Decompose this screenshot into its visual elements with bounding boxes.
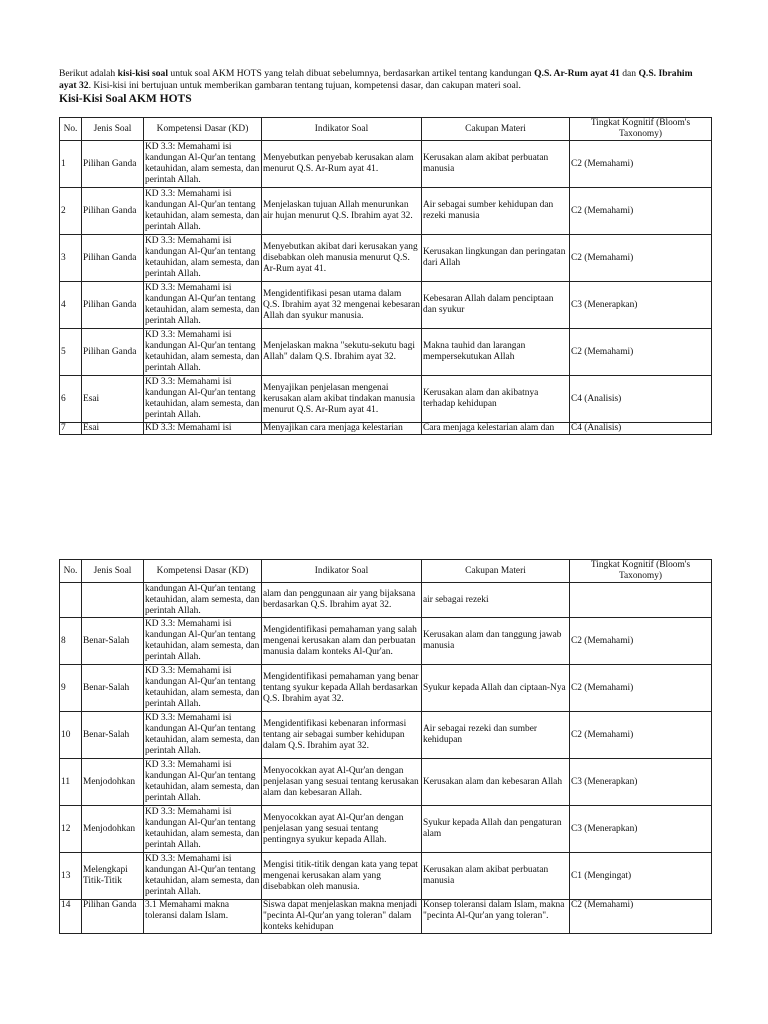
cell-no: 4: [60, 282, 82, 329]
cell-cakupan-materi: Makna tauhid dan larangan mempersekutukan Allah: [422, 329, 570, 376]
cell-kompetensi-dasar: KD 3.3: Memahami isi kandungan Al-Qur'an tentang ketauhidan, alam semesta, dan perintah Allah.: [144, 853, 262, 900]
cell-no: [60, 583, 82, 618]
table-row: [60, 235, 712, 282]
cell-indikator-soal: Menyebutkan akibat dari kerusakan yang disebabkan oleh manusia menurut Q.S. Ar-Rum ayat 41.: [262, 235, 422, 282]
table-header-row: [60, 118, 712, 141]
kisi-kisi-table-page-2: [59, 559, 712, 934]
cell-indikator-soal: Siswa dapat menjelaskan makna menjadi "pecinta Al-Qur'an yang toleran" dalam konteks kehidupan: [262, 900, 422, 934]
cell-jenis-soal: Menjodohkan: [82, 806, 144, 853]
cell-tingkat-kognitif: C2 (Memahami): [570, 712, 712, 759]
cell-cakupan-materi: Air sebagai sumber kehidupan dan rezeki manusia: [422, 188, 570, 235]
cell-jenis-soal: Benar-Salah: [82, 665, 144, 712]
cell-cakupan-materi: Syukur kepada Allah dan ciptaan-Nya: [422, 665, 570, 712]
cell-tingkat-kognitif: C2 (Memahami): [570, 618, 712, 665]
header-jenis-soal: Jenis Soal: [82, 560, 144, 583]
table-row: [60, 853, 712, 900]
intro-paragraph: [59, 68, 711, 92]
cell-cakupan-materi: Kerusakan alam akibat perbuatan manusia: [422, 141, 570, 188]
intro-text-2: untuk soal AKM HOTS yang telah dibuat sebelumnya, berdasarkan artikel tentang kandungan: [168, 67, 535, 79]
cell-indikator-soal: Mengidentifikasi pemahaman yang benar tentang syukur kepada Allah berdasarkan Q.S. Ibrahim ayat 32.: [262, 665, 422, 712]
cell-kompetensi-dasar: KD 3.3: Memahami isi kandungan Al-Qur'an tentang ketauhidan, alam semesta, dan perintah Allah.: [144, 141, 262, 188]
cell-indikator-soal: Menjelaskan makna "sekutu-sekutu bagi Allah" dalam Q.S. Ibrahim ayat 32.: [262, 329, 422, 376]
header-no: No.: [60, 560, 82, 583]
cell-kompetensi-dasar: KD 3.3: Memahami isi kandungan Al-Qur'an tentang ketauhidan, alam semesta, dan perintah Allah.: [144, 618, 262, 665]
cell-no: 1: [60, 141, 82, 188]
cell-cakupan-materi: air sebagai rezeki: [422, 583, 570, 618]
page-heading: Kisi-Kisi Soal AKM HOTS: [59, 93, 192, 105]
cell-kompetensi-dasar: 3.1 Memahami makna toleransi dalam Islam.: [144, 900, 262, 934]
cell-no: 8: [60, 618, 82, 665]
table-row: [60, 712, 712, 759]
cell-kompetensi-dasar: KD 3.3: Memahami isi kandungan Al-Qur'an tentang ketauhidan, alam semesta, dan perintah Allah.: [144, 188, 262, 235]
cell-kompetensi-dasar: KD 3.3: Memahami isi kandungan Al-Qur'an tentang ketauhidan, alam semesta, dan perintah Allah.: [144, 329, 262, 376]
cell-kompetensi-dasar: KD 3.3: Memahami isi kandungan Al-Qur'an tentang ketauhidan, alam semesta, dan perintah Allah.: [144, 282, 262, 329]
cell-indikator-soal: Menjelaskan tujuan Allah menurunkan air hujan menurut Q.S. Ibrahim ayat 32.: [262, 188, 422, 235]
cell-jenis-soal: Esai: [82, 376, 144, 423]
header-jenis-soal: Jenis Soal: [82, 118, 144, 141]
cell-cakupan-materi: Kerusakan alam dan tanggung jawab manusia: [422, 618, 570, 665]
table-row: [60, 329, 712, 376]
cell-indikator-soal: Menyajikan penjelasan mengenai kerusakan alam akibat tindakan manusia menurut Q.S. Ar-Rum ayat 41.: [262, 376, 422, 423]
table-row: [60, 141, 712, 188]
cell-tingkat-kognitif: C3 (Menerapkan): [570, 759, 712, 806]
cell-no: 2: [60, 188, 82, 235]
cell-cakupan-materi: Air sebagai rezeki dan sumber kehidupan: [422, 712, 570, 759]
cell-jenis-soal: Pilihan Ganda: [82, 900, 144, 934]
cell-jenis-soal: Benar-Salah: [82, 618, 144, 665]
cell-jenis-soal: Pilihan Ganda: [82, 235, 144, 282]
cell-no: 6: [60, 376, 82, 423]
cell-jenis-soal: Benar-Salah: [82, 712, 144, 759]
table-header-row: [60, 560, 712, 583]
cell-jenis-soal: Menjodohkan: [82, 759, 144, 806]
table-row: [60, 583, 712, 618]
table-row: [60, 806, 712, 853]
cell-tingkat-kognitif: C2 (Memahami): [570, 665, 712, 712]
cell-no: 12: [60, 806, 82, 853]
cell-indikator-soal: Menyocokkan ayat Al-Qur'an dengan penjelasan yang sesuai tentang kerusakan alam dan kebesaran Allah.: [262, 759, 422, 806]
cell-tingkat-kognitif: C4 (Analisis): [570, 423, 712, 435]
table-row: [60, 665, 712, 712]
cell-kompetensi-dasar: KD 3.3: Memahami isi: [144, 423, 262, 435]
kisi-kisi-table-page-1: [59, 117, 712, 435]
cell-tingkat-kognitif: C2 (Memahami): [570, 900, 712, 934]
cell-no: 5: [60, 329, 82, 376]
header-indikator-soal: Indikator Soal: [262, 560, 422, 583]
intro-text-1: Berikut adalah: [59, 67, 118, 79]
intro-bold-ibrahim: Q.S. Ibrahim ayat 32: [59, 67, 693, 91]
cell-tingkat-kognitif: C1 (Mengingat): [570, 853, 712, 900]
cell-kompetensi-dasar: KD 3.3: Memahami isi kandungan Al-Qur'an tentang ketauhidan, alam semesta, dan perintah Allah.: [144, 759, 262, 806]
cell-cakupan-materi: Kerusakan alam akibat perbuatan manusia: [422, 853, 570, 900]
cell-cakupan-materi: Cara menjaga kelestarian alam dan: [422, 423, 570, 435]
cell-jenis-soal: Pilihan Ganda: [82, 188, 144, 235]
table-row: [60, 188, 712, 235]
cell-tingkat-kognitif: C2 (Memahami): [570, 188, 712, 235]
cell-tingkat-kognitif: [570, 583, 712, 618]
cell-tingkat-kognitif: C2 (Memahami): [570, 329, 712, 376]
header-kompetensi-dasar: Kompetensi Dasar (KD): [144, 118, 262, 141]
cell-tingkat-kognitif: C3 (Menerapkan): [570, 806, 712, 853]
header-cakupan-materi: Cakupan Materi: [422, 560, 570, 583]
cell-no: 14: [60, 900, 82, 934]
cell-kompetensi-dasar: KD 3.3: Memahami isi kandungan Al-Qur'an tentang ketauhidan, alam semesta, dan perintah Allah.: [144, 712, 262, 759]
cell-indikator-soal: Mengidentifikasi pesan utama dalam Q.S. Ibrahim ayat 32 mengenai kebesaran Allah dan syukur manusia.: [262, 282, 422, 329]
cell-kompetensi-dasar: KD 3.3: Memahami isi kandungan Al-Qur'an tentang ketauhidan, alam semesta, dan perintah Allah.: [144, 376, 262, 423]
cell-cakupan-materi: Syukur kepada Allah dan pengaturan alam: [422, 806, 570, 853]
cell-kompetensi-dasar: KD 3.3: Memahami isi kandungan Al-Qur'an tentang ketauhidan, alam semesta, dan perintah Allah.: [144, 665, 262, 712]
cell-cakupan-materi: Kerusakan alam dan akibatnya terhadap kehidupan: [422, 376, 570, 423]
header-kompetensi-dasar: Kompetensi Dasar (KD): [144, 560, 262, 583]
cell-jenis-soal: Pilihan Ganda: [82, 141, 144, 188]
header-cakupan-materi: Cakupan Materi: [422, 118, 570, 141]
cell-no: 7: [60, 423, 82, 435]
cell-kompetensi-dasar: KD 3.3: Memahami isi kandungan Al-Qur'an tentang ketauhidan, alam semesta, dan perintah Allah.: [144, 806, 262, 853]
cell-cakupan-materi: Kerusakan lingkungan dan peringatan dari Allah: [422, 235, 570, 282]
intro-bold-kisi-kisi: kisi-kisi soal: [117, 67, 168, 79]
header-indikator-soal: Indikator Soal: [262, 118, 422, 141]
cell-no: 10: [60, 712, 82, 759]
table-row: [60, 282, 712, 329]
header-no: No.: [60, 118, 82, 141]
cell-no: 11: [60, 759, 82, 806]
cell-jenis-soal: Pilihan Ganda: [82, 329, 144, 376]
cell-indikator-soal: Menyebutkan penyebab kerusakan alam menurut Q.S. Ar-Rum ayat 41.: [262, 141, 422, 188]
cell-tingkat-kognitif: C3 (Menerapkan): [570, 282, 712, 329]
table-row: [60, 900, 712, 934]
cell-kompetensi-dasar: KD 3.3: Memahami isi kandungan Al-Qur'an tentang ketauhidan, alam semesta, dan perintah Allah.: [144, 235, 262, 282]
cell-no: 9: [60, 665, 82, 712]
cell-indikator-soal: Mengisi titik-titik dengan kata yang tepat mengenai kerusakan alam yang disebabkan oleh manusia.: [262, 853, 422, 900]
table-row: [60, 618, 712, 665]
header-tingkat-kognitif: Tingkat Kognitif (Bloom's Taxonomy): [570, 560, 712, 583]
intro-text-3: dan: [619, 67, 639, 79]
cell-tingkat-kognitif: C2 (Memahami): [570, 141, 712, 188]
cell-indikator-soal: Mengidentifikasi pemahaman yang salah mengenai kerusakan alam dan perbuatan manusia dalam konteks Al-Qur'an.: [262, 618, 422, 665]
cell-indikator-soal: Menyocokkan ayat Al-Qur'an dengan penjelasan yang sesuai tentang pentingnya syukur kepada Allah.: [262, 806, 422, 853]
cell-cakupan-materi: Konsep toleransi dalam Islam, makna "pecinta Al-Qur'an yang toleran".: [422, 900, 570, 934]
cell-tingkat-kognitif: C2 (Memahami): [570, 235, 712, 282]
cell-jenis-soal: Esai: [82, 423, 144, 435]
cell-cakupan-materi: Kerusakan alam dan kebesaran Allah: [422, 759, 570, 806]
cell-jenis-soal: Pilihan Ganda: [82, 282, 144, 329]
cell-kompetensi-dasar: kandungan Al-Qur'an tentang ketauhidan, alam semesta, dan perintah Allah.: [144, 583, 262, 618]
cell-tingkat-kognitif: C4 (Analisis): [570, 376, 712, 423]
table-row: [60, 759, 712, 806]
intro-text-4: . Kisi-kisi ini bertujuan untuk memberikan gambaran tentang tujuan, kompetensi dasar, dan cakupan materi soal.: [88, 79, 521, 91]
cell-indikator-soal: alam dan penggunaan air yang bijaksana berdasarkan Q.S. Ibrahim ayat 32.: [262, 583, 422, 618]
cell-indikator-soal: Menyajikan cara menjaga kelestarian: [262, 423, 422, 435]
cell-no: 13: [60, 853, 82, 900]
cell-no: 3: [60, 235, 82, 282]
cell-jenis-soal: Melengkapi Titik-Titik: [82, 853, 144, 900]
header-tingkat-kognitif: Tingkat Kognitif (Bloom's Taxonomy): [570, 118, 712, 141]
cell-cakupan-materi: Kebesaran Allah dalam penciptaan dan syukur: [422, 282, 570, 329]
table-row: [60, 376, 712, 423]
cell-jenis-soal: [82, 583, 144, 618]
table-row: [60, 423, 712, 435]
intro-bold-ar-rum: Q.S. Ar-Rum ayat 41: [534, 67, 620, 79]
cell-indikator-soal: Mengidentifikasi kebenaran informasi tentang air sebagai sumber kehidupan dalam Q.S. Ibrahim ayat 32.: [262, 712, 422, 759]
